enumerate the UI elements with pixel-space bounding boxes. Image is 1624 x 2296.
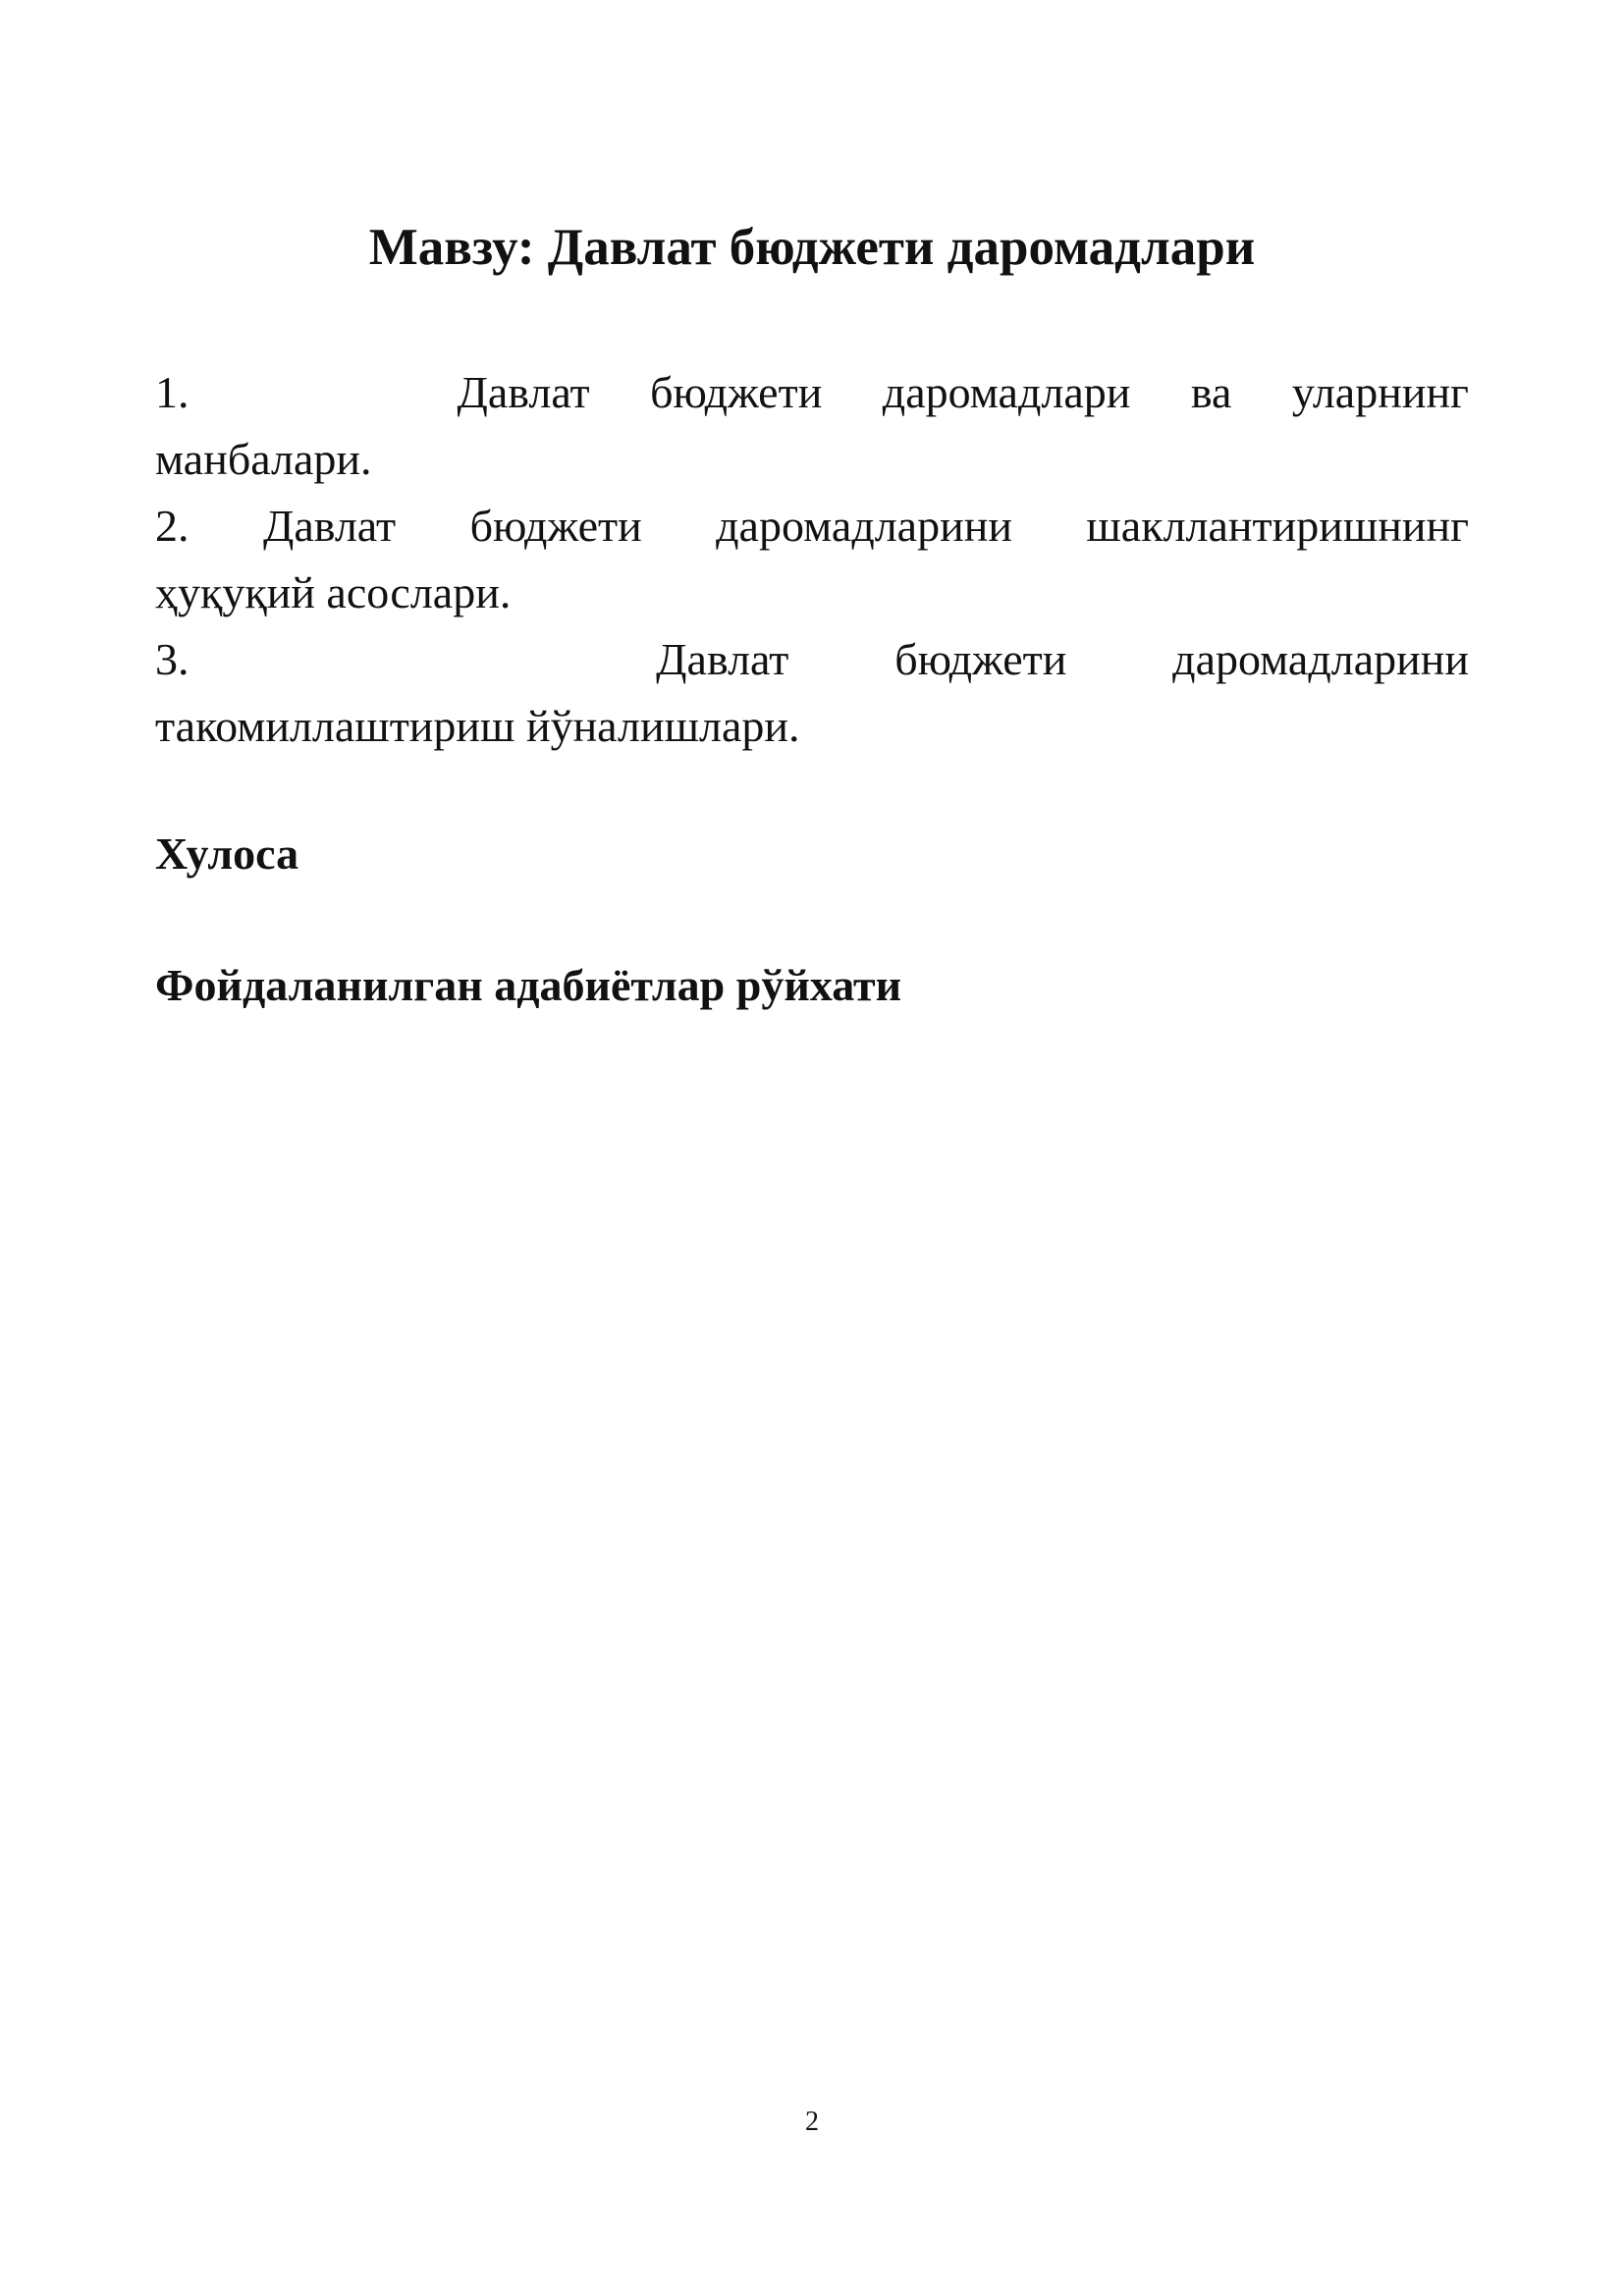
toc-item-3-first-line	[155, 626, 1469, 693]
toc-item-2	[155, 493, 1469, 626]
page-number: 2	[805, 2107, 819, 2137]
toc-item-1-word: ва	[1190, 367, 1232, 417]
toc-item-1-word: Давлат	[457, 367, 590, 417]
toc-item-2-text: 2. Давлат бюджети даромадларини шакллантиришнинг	[155, 501, 1469, 551]
toc-item-3-word: даромадларини	[1172, 634, 1469, 684]
toc-item-1-word: бюджети	[650, 367, 823, 417]
toc-item-3	[155, 626, 1469, 760]
page-title: Мавзу: Давлат бюджети даромадлари	[368, 219, 1256, 276]
toc-item-3-continuation: такомиллаштириш йўналишлари.	[155, 701, 800, 751]
toc-item-1-first-line	[155, 359, 1469, 426]
toc-item-2-first-line	[155, 493, 1469, 560]
toc-item-1	[155, 359, 1469, 493]
conclusion-heading: Хулоса	[155, 828, 299, 879]
table-of-contents	[155, 359, 1469, 760]
spacer	[249, 359, 397, 426]
spacer	[295, 626, 550, 693]
toc-item-3-word: Давлат	[656, 634, 789, 684]
toc-item-3-number: 3.	[155, 634, 189, 684]
toc-item-1-word: уларнинг	[1291, 367, 1469, 417]
references-heading: Фойдаланилган адабиётлар рўйхати	[155, 960, 902, 1010]
toc-item-1-word: даромадлари	[882, 367, 1131, 417]
toc-item-3-word: бюджети	[894, 634, 1067, 684]
toc-item-1-number: 1.	[155, 367, 189, 417]
toc-item-1-continuation: манбалари.	[155, 434, 372, 484]
toc-item-2-continuation: ҳуқуқий асослари.	[155, 567, 512, 617]
